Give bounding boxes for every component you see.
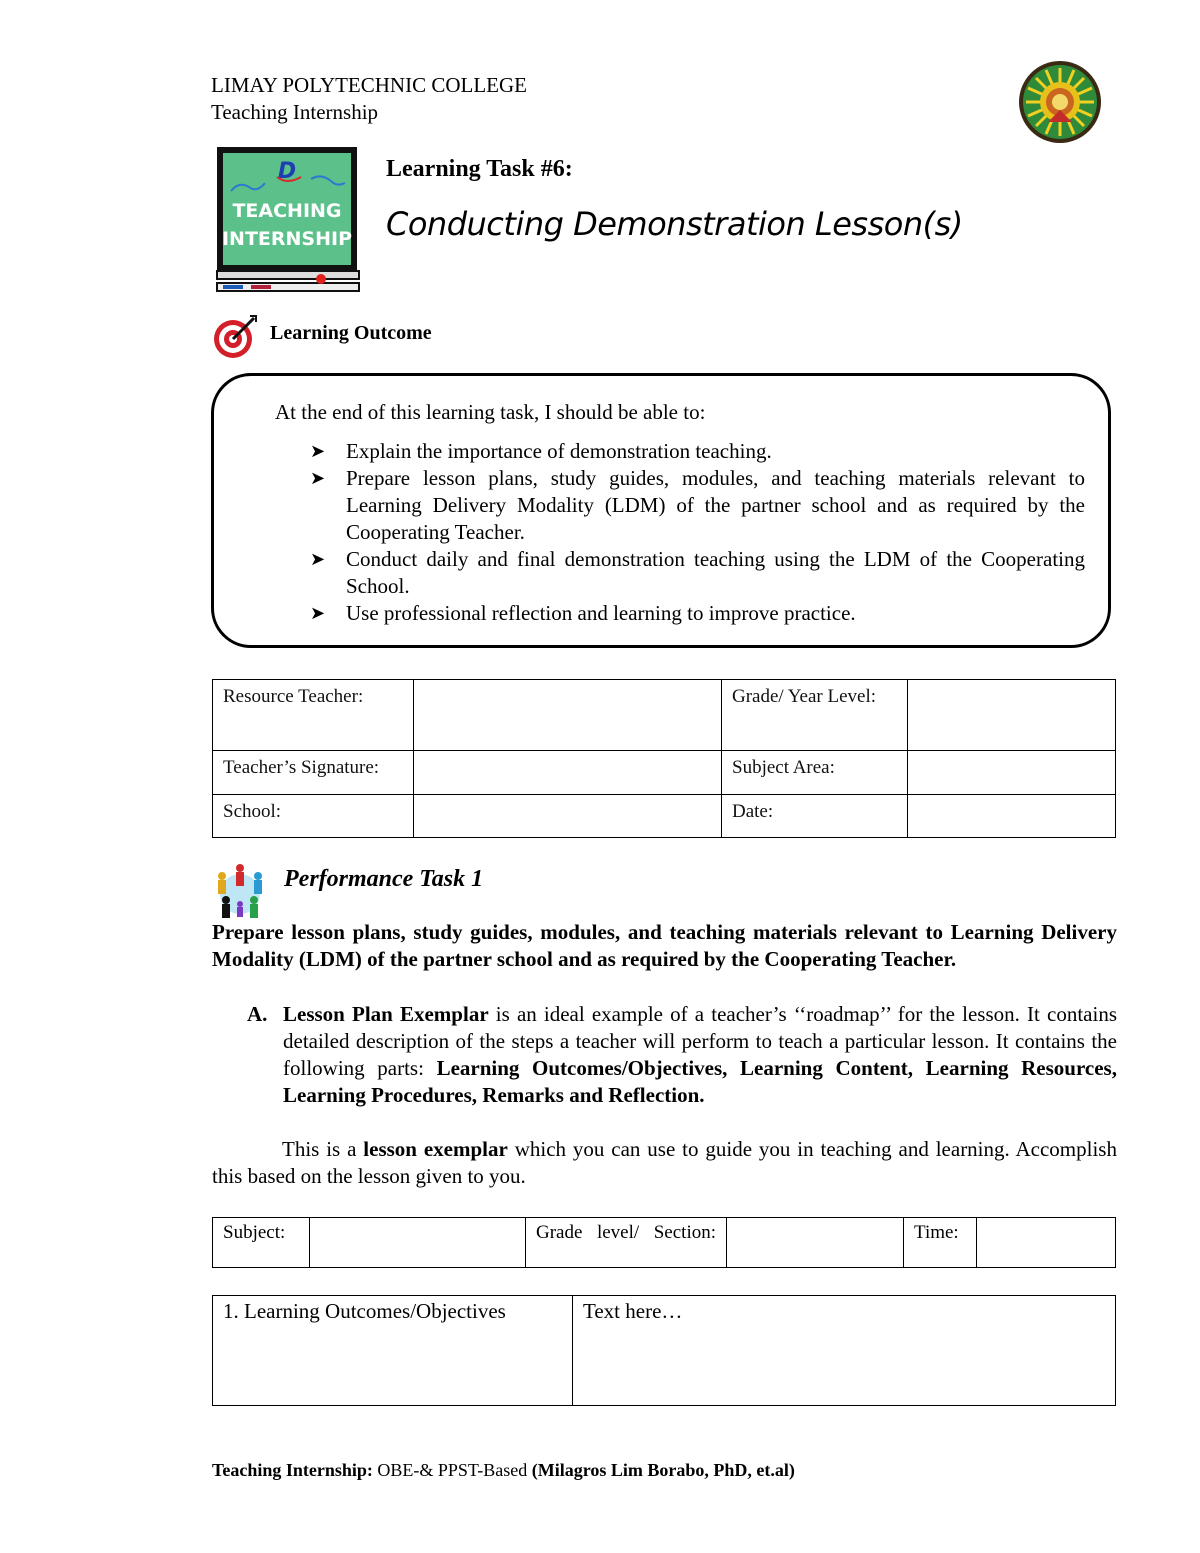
grade-year-level-field[interactable] [908,680,1116,751]
list-item: ➤ Use professional reflection and learning to improve practice. [310,601,856,625]
teacher-signature-field[interactable] [414,751,722,795]
list-item: ➤ Explain the importance of demonstration teaching. [310,439,772,463]
date-field[interactable] [908,795,1116,838]
lesson-plan-exemplar-term: Lesson Plan Exemplar [283,1002,489,1026]
target-icon [212,314,258,360]
teacher-info-table [212,679,1116,838]
list-item: ➤ Prepare lesson plans, study guides, modules, and teaching materials relevant to Learning Delivery Modality (LDM) of the partner school and as required by the Cooperating Teacher. [310,466,1085,544]
task-title: Conducting Demonstration Lesson(s) [386,205,963,243]
teacher-signature-label: Teacher’s Signature: [213,751,414,795]
subject-area-field[interactable] [908,751,1116,795]
footer-authors: (Milagros Lim Borabo, PhD, et.al) [531,1460,795,1480]
school-label: School: [213,795,414,838]
section-a-parts: Learning Outcomes/Objectives, Learning Content, Learning Resources, Learning Procedures, Remarks and Reflection. [283,1056,1117,1107]
teaching-internship-logo-icon [215,143,361,295]
learning-outcome-list [310,438,1085,627]
subject-field[interactable] [310,1218,526,1268]
objectives-field[interactable]: Text here… [573,1296,1116,1406]
objectives-table [212,1295,1116,1406]
grade-level-label: Grade level/ Section: [526,1218,727,1268]
resource-teacher-field[interactable] [414,680,722,751]
footer-basis: OBE-& PPST-Based [372,1460,532,1480]
logo-line-2: INTERNSHIP [221,228,353,250]
exemplar-paragraph: This is a lesson exemplar which you can use to guide you in teaching and learning. Accomplish this based on the lesson given to you. [212,1137,1117,1188]
performance-task-title: Performance Task 1 [284,866,484,892]
resource-teacher-label: Resource Teacher: [213,680,414,751]
arrow-bullet-icon: ➤ [310,441,326,461]
college-name: LIMAY POLYTECHNIC COLLEGE [211,73,527,97]
time-field[interactable] [977,1218,1116,1268]
section-a [247,1001,1117,1109]
page-footer [212,1460,795,1481]
footer-label: Teaching Internship: [212,1460,373,1480]
arrow-bullet-icon: ➤ [310,468,326,488]
learning-outcome-intro: At the end of this learning task, I should be able to: [275,400,706,424]
arrow-bullet-icon: ➤ [310,603,326,623]
school-field[interactable] [414,795,722,838]
section-a-text: is an ideal example of a teacher’s ‘‘roadmap’’ for the lesson. It contains detailed description of the steps a teacher will perform to teach a particular lesson. It contains the following parts: [283,1002,1117,1080]
program-name: Teaching Internship [211,100,379,124]
learning-outcome-heading: Learning Outcome [270,322,432,344]
list-item: ➤ Conduct daily and final demonstration teaching using the LDM of the Cooperating School. [310,547,1085,598]
svg-text:D: D [277,159,297,184]
task-number: Learning Task #6: [386,156,573,182]
grade-level-field[interactable] [727,1218,904,1268]
time-label: Time: [904,1218,977,1268]
date-label: Date: [722,795,908,838]
logo-line-1: TEACHING [232,200,342,222]
section-a-letter: A. [247,1002,268,1026]
subject-area-label: Subject Area: [722,751,908,795]
college-seal-icon [1018,60,1102,144]
performance-task-description: Prepare lesson plans, study guides, modules, and teaching materials relevant to Learning Delivery Modality (LDM) of the partner school and as required by the Cooperating Teacher. [212,920,1117,971]
objectives-label: 1. Learning Outcomes/Objectives [213,1296,573,1406]
arrow-bullet-icon: ➤ [310,549,326,569]
grade-year-level-label: Grade/ Year Level: [722,680,908,751]
subject-label: Subject: [213,1218,310,1268]
lesson-exemplar-term: lesson exemplar [363,1137,508,1161]
people-circle-icon [210,860,270,920]
section-a-body [283,1001,1117,1109]
subject-table [212,1217,1116,1268]
